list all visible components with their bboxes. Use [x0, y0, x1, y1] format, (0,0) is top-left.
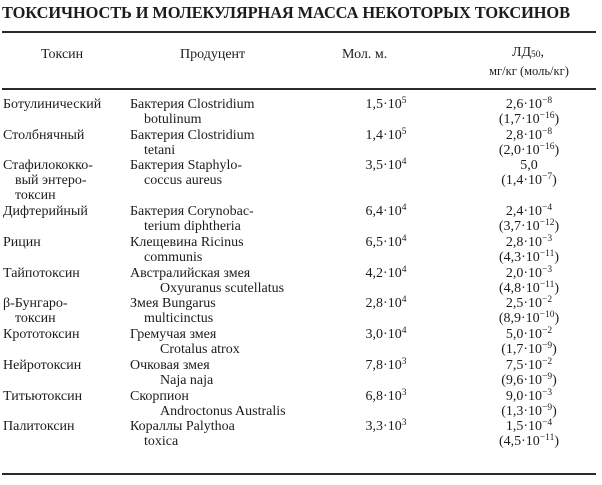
ld50-mgkg [474, 296, 584, 311]
mol-mass-cell [346, 296, 426, 311]
ld50-molkg-exponent: −11 [539, 249, 555, 260]
mol-mass-base: 3,0·10 [365, 327, 402, 343]
table-row [0, 358, 602, 389]
toxin-name-line: Дифтерийный [3, 204, 88, 220]
producer-line: Скорпион [130, 388, 189, 404]
ld50-molkg-exponent: −7 [542, 172, 553, 183]
mol-mass-base: 6,4·10 [365, 204, 402, 220]
ld50-molkg [474, 219, 584, 234]
ld50-molkg-close: ) [554, 142, 560, 158]
toxin-cell [3, 327, 131, 342]
toxin-cell [3, 158, 131, 203]
producer-cell [130, 235, 380, 265]
mol-mass-exponent: 4 [401, 234, 407, 245]
mol-mass-base: 6,8·10 [365, 388, 402, 404]
ld50-cell [474, 419, 584, 449]
mol-mass-exponent: 4 [401, 203, 407, 214]
ld50-mgkg-base: 2,8·10 [505, 127, 543, 143]
mol-mass-cell [346, 327, 426, 342]
table-title: ТОКСИЧНОСТЬ И МОЛЕКУЛЯРНАЯ МАССА НЕКОТОРЫХ ТОКСИНОВ [2, 3, 570, 22]
ld50-mgkg [474, 358, 584, 373]
producer-cell [130, 266, 380, 296]
toxin-name-line: токсин [15, 188, 56, 204]
ld50-mgkg [474, 266, 584, 281]
ld50-molkg [474, 112, 584, 127]
toxin-cell [3, 204, 131, 219]
table-row [0, 296, 602, 327]
table-body [0, 97, 602, 450]
ld50-molkg-base: (9,6·10 [501, 372, 543, 388]
mol-mass-exponent: 4 [401, 326, 407, 337]
ld50-molkg [474, 173, 584, 188]
toxin-cell [3, 97, 131, 112]
ld50-mgkg-base: 2,4·10 [505, 204, 543, 220]
toxin-name-line: Стафилококко- [3, 158, 93, 174]
ld50-molkg-base: (4,3·10 [498, 250, 540, 266]
producer-line: Австралийская змея [130, 265, 251, 281]
ld50-mgkg-exponent: −8 [542, 96, 553, 106]
table-row [0, 158, 602, 204]
ld50-mgkg-exponent: −2 [542, 356, 553, 367]
mol-mass-cell [346, 419, 426, 434]
ld50-cell [474, 389, 584, 419]
mol-mass-base: 3,3·10 [365, 419, 402, 435]
ld50-molkg-base: (4,5·10 [498, 434, 540, 450]
producer-line: tetani [144, 142, 176, 158]
toxin-name-line: Рицин [3, 235, 41, 251]
producer-line: Бактерия Clostridium [130, 127, 255, 143]
producer-cell [130, 128, 380, 158]
ld50-comma: , [540, 45, 545, 60]
toxin-name-line: токсин [15, 311, 56, 327]
mol-mass-cell [346, 358, 426, 373]
toxin-name-line: Титьютоксин [3, 388, 83, 404]
ld50-mgkg-base: 2,0·10 [505, 265, 543, 281]
ld50-cell [474, 266, 584, 296]
ld50-mgkg [474, 158, 584, 173]
ld50-mgkg [474, 97, 584, 112]
mol-mass-exponent: 5 [401, 126, 407, 137]
table-row [0, 266, 602, 297]
table-row [0, 97, 602, 128]
mol-mass-base: 3,5·10 [365, 158, 402, 174]
ld50-mgkg-base: 2,5·10 [505, 296, 543, 312]
ld50-molkg-base: (8,9·10 [498, 311, 540, 327]
ld50-molkg-base: (1,7·10 [498, 112, 540, 127]
ld50-molkg-close: ) [552, 342, 557, 358]
table-row [0, 389, 602, 420]
ld50-molkg-close: ) [552, 173, 557, 189]
mol-mass-exponent: 4 [401, 157, 407, 168]
toxin-cell [3, 296, 131, 326]
mol-mass-cell [346, 128, 426, 143]
ld50-cell [474, 358, 584, 388]
producer-line: Клещевина Ricinus [130, 235, 244, 251]
mol-mass-cell [346, 389, 426, 404]
toxin-cell [3, 266, 131, 281]
bottom-rule [2, 473, 596, 475]
producer-line: Naja naja [160, 372, 214, 388]
producer-line: botulinum [144, 112, 202, 127]
ld50-mgkg-base: 5,0 [520, 158, 538, 174]
toxin-name-line: β-Бунгаро- [3, 296, 68, 312]
ld50-molkg [474, 311, 584, 326]
ld50-molkg-close: ) [552, 372, 557, 388]
producer-line: toxica [144, 434, 179, 450]
producer-line: Бактерия Clostridium [130, 97, 255, 112]
ld50-molkg-close: ) [552, 403, 557, 419]
mol-mass-base: 1,5·10 [365, 97, 402, 112]
ld50-molkg [474, 143, 584, 158]
ld50-mgkg-exponent: −2 [542, 326, 553, 337]
ld50-molkg-base: (1,4·10 [501, 173, 543, 189]
producer-line: Бактерия Staphylo- [130, 158, 243, 174]
mol-mass-exponent: 5 [401, 96, 407, 106]
toxin-cell [3, 235, 131, 250]
ld50-molkg-exponent: −11 [539, 279, 555, 290]
ld50-cell [474, 327, 584, 357]
mol-mass-cell [346, 204, 426, 219]
producer-line: Androctonus Australis [160, 403, 286, 419]
ld50-mgkg-exponent: −4 [542, 418, 553, 429]
ld50-molkg-exponent: −16 [539, 141, 555, 152]
ld50-molkg-exponent: −9 [542, 402, 553, 413]
ld50-molkg [474, 434, 584, 449]
producer-cell [130, 158, 380, 188]
table-row [0, 235, 602, 266]
toxin-cell [3, 358, 131, 373]
ld50-molkg-exponent: −11 [539, 433, 555, 444]
producer-line: Очковая змея [130, 357, 210, 373]
mol-mass-exponent: 4 [401, 264, 407, 275]
ld50-mgkg [474, 419, 584, 434]
ld50-molkg-exponent: −12 [539, 218, 555, 229]
ld50-molkg-base: (1,7·10 [501, 342, 543, 358]
ld50-mgkg [474, 389, 584, 404]
ld50-molkg [474, 281, 584, 296]
mol-mass-base: 1,4·10 [365, 127, 402, 143]
toxin-cell [3, 389, 131, 404]
producer-line: coccus aureus [144, 173, 223, 189]
producer-line: terium diphtheria [144, 219, 241, 235]
ld50-mgkg-base: 2,6·10 [505, 97, 543, 112]
mol-mass-cell [346, 235, 426, 250]
toxin-name-line: Палитоксин [3, 419, 75, 435]
producer-line: Oxyuranus scutellatus [160, 280, 285, 296]
mol-mass-base: 6,5·10 [365, 235, 402, 251]
table-row [0, 204, 602, 235]
table-row [0, 128, 602, 159]
mol-mass-base: 7,8·10 [365, 357, 402, 373]
toxin-name-line: Нейротоксин [3, 357, 82, 373]
ld50-molkg-exponent: −9 [542, 341, 553, 352]
mol-mass-cell [346, 158, 426, 173]
producer-cell [130, 204, 380, 234]
ld50-mgkg-base: 5,0·10 [505, 327, 543, 343]
ld50-mgkg-exponent: −2 [542, 295, 553, 306]
ld50-molkg-exponent: −10 [539, 310, 555, 321]
producer-cell [130, 389, 380, 419]
mol-mass-exponent: 4 [401, 295, 407, 306]
ld50-mgkg [474, 235, 584, 250]
producer-line: multicinctus [144, 311, 214, 327]
header-rule [2, 88, 596, 90]
toxin-name-line: вый энтеро- [15, 173, 87, 189]
toxin-name-line: Тайпотоксин [3, 265, 80, 281]
mol-mass-exponent: 3 [401, 356, 407, 367]
toxin-cell [3, 128, 131, 143]
ld50-mgkg-exponent: −3 [542, 387, 553, 398]
ld50-cell [474, 97, 584, 127]
ld50-molkg-close: ) [554, 219, 560, 235]
producer-line: Гремучая змея [130, 327, 217, 343]
ld50-mgkg-base: 7,5·10 [505, 357, 543, 373]
ld50-cell [474, 235, 584, 265]
ld50-cell [474, 128, 584, 158]
producer-line: Crotalus atrox [160, 342, 240, 358]
ld50-mgkg [474, 327, 584, 342]
header-ld50 [493, 45, 563, 61]
ld50-cell [474, 296, 584, 326]
producer-cell [130, 97, 380, 127]
ld50-molkg-base: (2,0·10 [498, 142, 540, 158]
ld50-molkg-close: ) [554, 280, 559, 296]
ld50-mgkg-exponent: −4 [542, 203, 553, 214]
producer-line: Кораллы Palythoa [130, 419, 235, 435]
ld50-mgkg-base: 2,8·10 [505, 235, 543, 251]
ld50-molkg-exponent: −9 [542, 371, 553, 382]
table-row [0, 327, 602, 358]
ld50-molkg [474, 250, 584, 265]
table-row [0, 419, 602, 450]
ld50-molkg-close: ) [554, 112, 560, 127]
ld50-molkg [474, 373, 584, 388]
ld50-molkg [474, 342, 584, 357]
ld50-molkg-close: ) [554, 250, 559, 266]
producer-line: communis [144, 250, 203, 266]
header-mol-mass: Мол. м. [342, 47, 388, 62]
header-producer: Продуцент [180, 47, 246, 62]
ld50-mgkg-exponent: −3 [542, 234, 553, 245]
mol-mass-cell [346, 266, 426, 281]
ld50-molkg-base: (1,3·10 [501, 403, 543, 419]
ld50-mgkg-exponent: −8 [542, 126, 553, 137]
toxin-name-line: Столбнячный [3, 127, 85, 143]
ld50-mgkg-base: 9,0·10 [505, 388, 543, 404]
ld50-molkg [474, 404, 584, 419]
ld50-mgkg-exponent: −3 [542, 264, 553, 275]
producer-cell [130, 419, 380, 449]
top-rule [2, 31, 596, 33]
producer-line: Змея Bungarus [130, 296, 216, 312]
mol-mass-cell [346, 97, 426, 112]
mol-mass-exponent: 3 [401, 387, 407, 398]
ld50-molkg-exponent: −16 [539, 111, 555, 121]
mol-mass-base: 2,8·10 [365, 296, 402, 312]
ld50-molkg-base: (3,7·10 [498, 219, 540, 235]
producer-line: Бактерия Corynobac- [130, 204, 254, 220]
ld50-cell [474, 204, 584, 234]
ld50-mgkg-base: 1,5·10 [505, 419, 543, 435]
ld50-molkg-close: ) [554, 311, 560, 327]
ld50-label: ЛД [511, 45, 532, 60]
producer-cell [130, 296, 380, 326]
ld50-mgkg [474, 128, 584, 143]
ld50-molkg-base: (4,8·10 [498, 280, 540, 296]
toxin-name-line: Ботулинический [3, 97, 102, 112]
header-toxin: Токсин [41, 47, 84, 62]
toxin-cell [3, 419, 131, 434]
ld50-molkg-close: ) [554, 434, 559, 450]
ld50-subscript: 50 [531, 50, 541, 60]
mol-mass-exponent: 3 [401, 418, 407, 429]
ld50-cell [474, 158, 584, 188]
mol-mass-base: 4,2·10 [365, 265, 402, 281]
producer-cell [130, 327, 380, 357]
toxin-name-line: Крототоксин [3, 327, 80, 343]
ld50-mgkg [474, 204, 584, 219]
header-ld50-units: мг/кг (моль/кг) [489, 64, 569, 78]
producer-cell [130, 358, 380, 388]
